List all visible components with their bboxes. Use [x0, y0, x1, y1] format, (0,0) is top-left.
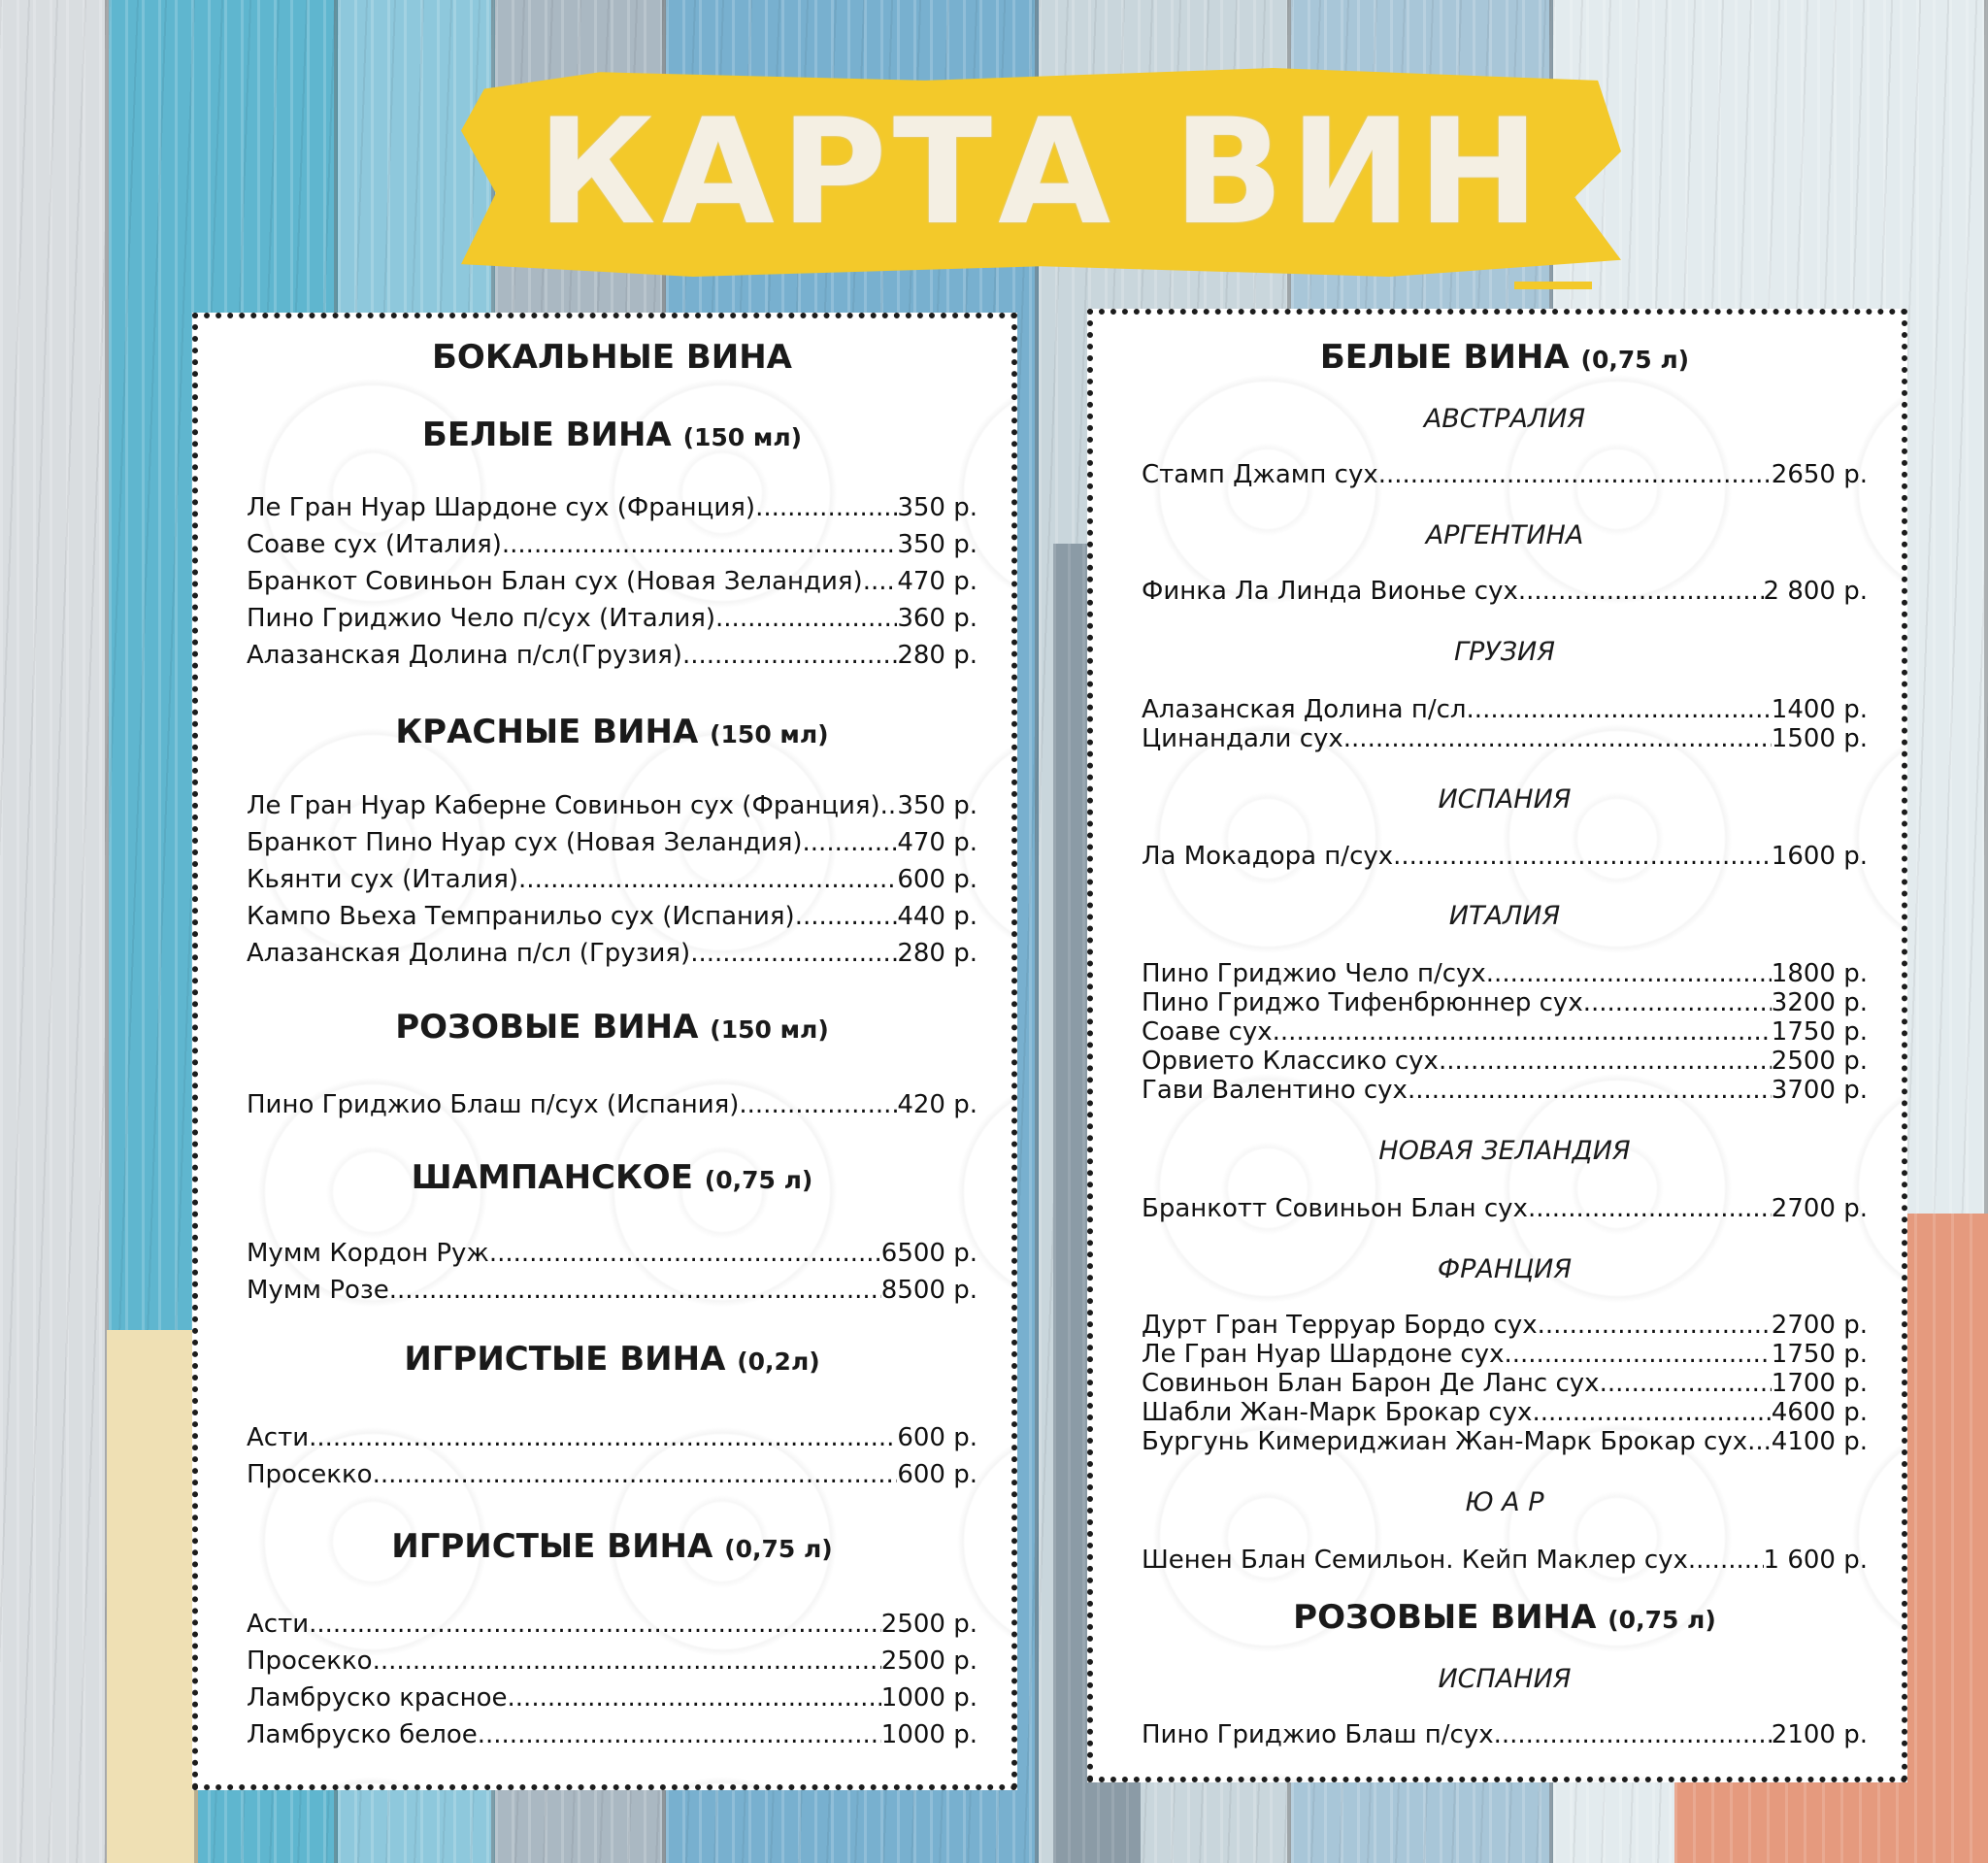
- section-items: [247, 1419, 977, 1493]
- section-note: (150 мл): [682, 423, 803, 451]
- country-items: [1142, 1720, 1868, 1749]
- country-label: НОВАЯ ЗЕЛАНДИЯ: [1378, 1136, 1631, 1166]
- page-title: КАРТА ВИН: [537, 87, 1545, 257]
- section-items: [247, 787, 977, 972]
- country-label: ИСПАНИЯ: [1438, 1664, 1572, 1694]
- list-item: Мумм Розе ..... 8500 р.: [247, 1272, 977, 1309]
- list-item: Ле Гран Нуар Шардоне сух ..... 1750 р.: [1142, 1340, 1868, 1369]
- list-item: Шенен Блан Семильон. Кейп Маклер сух ..... 1 600 р.: [1142, 1546, 1868, 1575]
- glass-wines-heading-wrap: [247, 338, 977, 377]
- list-item: Дурт Гран Терруар Бордо сух ..... 2700 р.: [1142, 1311, 1868, 1340]
- country-block: [1142, 1136, 1868, 1166]
- country-block: [1142, 520, 1868, 550]
- list-item: Алазанская Долина п/сл ..... 1400 р.: [1142, 695, 1868, 724]
- list-item: Бранкотт Совиньон Блан сух ..... 2700 р.: [1142, 1194, 1868, 1223]
- list-item: Просекко ..... 2500 р.: [247, 1643, 977, 1680]
- list-item: Ламбруско красное ..... 1000 р.: [247, 1680, 977, 1716]
- section-red-glass: [247, 713, 977, 751]
- bottle-white-heading-wrap: [1142, 338, 1868, 377]
- list-item: Бранкот Совиньон Блан сух (Новая Зеландия) ..... 470 р.: [247, 563, 977, 600]
- country-label: Ю А Р: [1465, 1487, 1544, 1517]
- list-item: Мумм Кордон Руж ..... 6500 р.: [247, 1235, 977, 1272]
- section-items: [247, 1606, 977, 1753]
- list-item: Гави Валентино сух ..... 3700 р.: [1142, 1076, 1868, 1105]
- section-champagne: [247, 1158, 977, 1197]
- list-item: Пино Гриджио Блаш п/сух (Испания) ..... 420 р.: [247, 1086, 977, 1123]
- list-item: Кампо Вьеха Темпранильо сух (Испания) ..... 440 р.: [247, 898, 977, 935]
- country-block: [1142, 1487, 1868, 1517]
- country-label: АРГЕНТИНА: [1425, 520, 1584, 550]
- list-item: Пино Гриджо Тифенбрюннер сух ..... 3200 р.: [1142, 988, 1868, 1017]
- country-block: [1142, 1254, 1868, 1284]
- country-block: [1142, 637, 1868, 667]
- section-rose-glass: [247, 1008, 977, 1047]
- country-items: [1142, 695, 1868, 753]
- list-item: Соаве сух (Италия) ..... 350 р.: [247, 526, 977, 563]
- list-item: Пино Гриджио Чело п/сух ..... 1800 р.: [1142, 959, 1868, 988]
- section-note: (0,2л): [737, 1347, 820, 1376]
- glass-wines-card: [192, 313, 1017, 1790]
- list-item: Просекко ..... 600 р.: [247, 1456, 977, 1493]
- country-block: [1142, 784, 1868, 815]
- country-items: [1142, 1194, 1868, 1223]
- list-item: Асти ..... 2500 р.: [247, 1606, 977, 1643]
- section-sparkling-bottle: [247, 1527, 977, 1566]
- bottle-white-note: (0,75 л): [1580, 346, 1690, 374]
- brush-stroke: [1514, 282, 1592, 289]
- section-title: РОЗОВЫЕ ВИНА: [395, 1008, 699, 1047]
- section-items: [247, 489, 977, 674]
- country-items: [1142, 959, 1868, 1105]
- list-item: Ле Гран Нуар Каберне Совиньон сух (Франция) ..... 350 р.: [247, 787, 977, 824]
- wood-plank-yellow: [107, 1330, 198, 1863]
- section-items: [247, 1086, 977, 1123]
- list-item: Шабли Жан-Марк Брокар сух ..... 4600 р.: [1142, 1398, 1868, 1427]
- country-items: [1142, 577, 1868, 606]
- country-label: ИСПАНИЯ: [1438, 784, 1572, 815]
- section-title: ИГРИСТЫЕ ВИНА: [404, 1340, 726, 1379]
- list-item: Асти ..... 600 р.: [247, 1419, 977, 1456]
- section-white-glass: [247, 416, 977, 454]
- section-title: КРАСНЫЕ ВИНА: [395, 713, 699, 751]
- bottle-white-heading: БЕЛЫЕ ВИНА: [1319, 338, 1570, 377]
- bottle-rose-heading: РОЗОВЫЕ ВИНА: [1293, 1598, 1597, 1637]
- list-item: Алазанская Долина п/сл(Грузия) ..... 280 р.: [247, 637, 977, 674]
- country-items: [1142, 460, 1868, 489]
- country-block: [1142, 404, 1868, 434]
- list-item: Пино Гриджио Блаш п/сух ..... 2100 р.: [1142, 1720, 1868, 1749]
- list-item: Финка Ла Линда Вионье сух ..... 2 800 р.: [1142, 577, 1868, 606]
- list-item: Стамп Джамп сух ..... 2650 р.: [1142, 460, 1868, 489]
- country-items: [1142, 1546, 1868, 1575]
- list-item: Ле Гран Нуар Шардоне сух (Франция) ..... 350 р.: [247, 489, 977, 526]
- country-label: АВСТРАЛИЯ: [1423, 404, 1586, 434]
- country-items: [1142, 842, 1868, 871]
- list-item: Ламбруско белое ..... 1000 р.: [247, 1716, 977, 1753]
- section-note: (150 мл): [710, 720, 829, 749]
- bottle-rose-note: (0,75 л): [1607, 1606, 1716, 1634]
- list-item: Цинандали сух ..... 1500 р.: [1142, 724, 1868, 753]
- bottle-wines-card: [1087, 309, 1907, 1782]
- list-item: Кьянти сух (Италия) ..... 600 р.: [247, 861, 977, 898]
- section-note: (0,75 л): [724, 1535, 833, 1563]
- list-item: Бранкот Пино Нуар сух (Новая Зеландия) ..... 470 р.: [247, 824, 977, 861]
- section-note: (0,75 л): [704, 1166, 813, 1194]
- glass-wines-heading: БОКАЛЬНЫЕ ВИНА: [432, 338, 792, 377]
- list-item: Алазанская Долина п/сл (Грузия) ..... 280 р.: [247, 935, 977, 972]
- list-item: Пино Гриджио Чело п/сух (Италия) ..... 360 р.: [247, 600, 977, 637]
- country-label: ГРУЗИЯ: [1453, 637, 1556, 667]
- country-label: ИТАЛИЯ: [1448, 901, 1561, 931]
- section-items: [247, 1235, 977, 1309]
- section-note: (150 мл): [710, 1015, 829, 1044]
- wood-plank: [0, 0, 109, 1863]
- country-label: ФРАНЦИЯ: [1437, 1254, 1573, 1284]
- country-block: [1142, 1664, 1868, 1694]
- section-title: ШАМПАНСКОЕ: [411, 1158, 693, 1197]
- bottle-rose-heading-wrap: [1142, 1598, 1868, 1637]
- list-item: Бургунь Кимериджиан Жан-Марк Брокар сух ..... 4100 р.: [1142, 1427, 1868, 1456]
- section-title: БЕЛЫЕ ВИНА: [421, 416, 672, 454]
- country-items: [1142, 1311, 1868, 1456]
- list-item: Орвието Классико сух ..... 2500 р.: [1142, 1047, 1868, 1076]
- list-item: Совиньон Блан Барон Де Ланс сух ..... 1700 р.: [1142, 1369, 1868, 1398]
- country-block: [1142, 901, 1868, 931]
- list-item: Соаве сух ..... 1750 р.: [1142, 1017, 1868, 1047]
- list-item: Ла Мокадора п/сух ..... 1600 р.: [1142, 842, 1868, 871]
- section-sparkling-small: [247, 1340, 977, 1379]
- section-title: ИГРИСТЫЕ ВИНА: [391, 1527, 713, 1566]
